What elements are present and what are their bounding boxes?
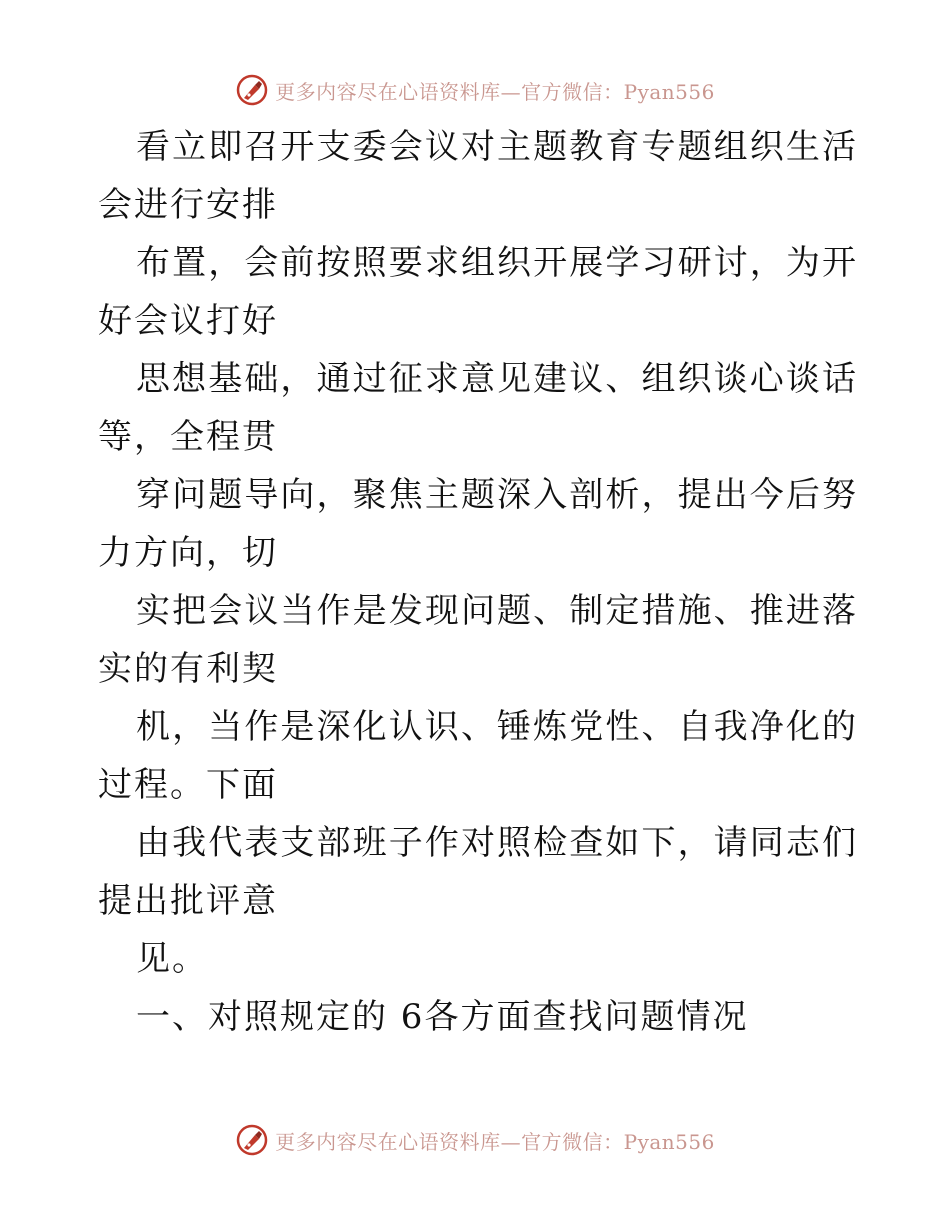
watermark-footer (0, 1120, 950, 1160)
watermark-header (0, 70, 950, 110)
paragraph: 看立即召开支委会议对主题教育专题组织生活会进行安排 (98, 127, 858, 225)
document-body (98, 118, 858, 1046)
paragraph: 实把会议当作是发现问题、制定措施、推进落实的有利契 (98, 591, 858, 689)
fountain-pen-logo-icon (235, 73, 269, 107)
watermark-text: 更多内容尽在心语资料库—官方微信：Pyan556 (275, 1129, 715, 1154)
paragraph: 见。 (136, 939, 208, 979)
paragraph: 由我代表支部班子作对照检查如下，请同志们提出批评意 (98, 823, 858, 921)
paragraph: 机，当作是深化认识、锤炼党性、自我净化的过程。下面 (98, 707, 858, 805)
section-heading: 一、对照规定的 6各方面查找问题情况 (136, 997, 749, 1037)
paragraph: 思想基础，通过征求意见建议、组织谈心谈话 等，全程贯 (98, 359, 858, 457)
paragraph: 穿问题导向，聚焦主题深入剖析，提出今后努力方向，切 (98, 475, 858, 573)
paragraph: 布置，会前按照要求组织开展学习研讨，为开好会议打好 (98, 243, 858, 341)
watermark-text: 更多内容尽在心语资料库—官方微信：Pyan556 (275, 79, 715, 104)
fountain-pen-logo-icon (235, 1123, 269, 1157)
